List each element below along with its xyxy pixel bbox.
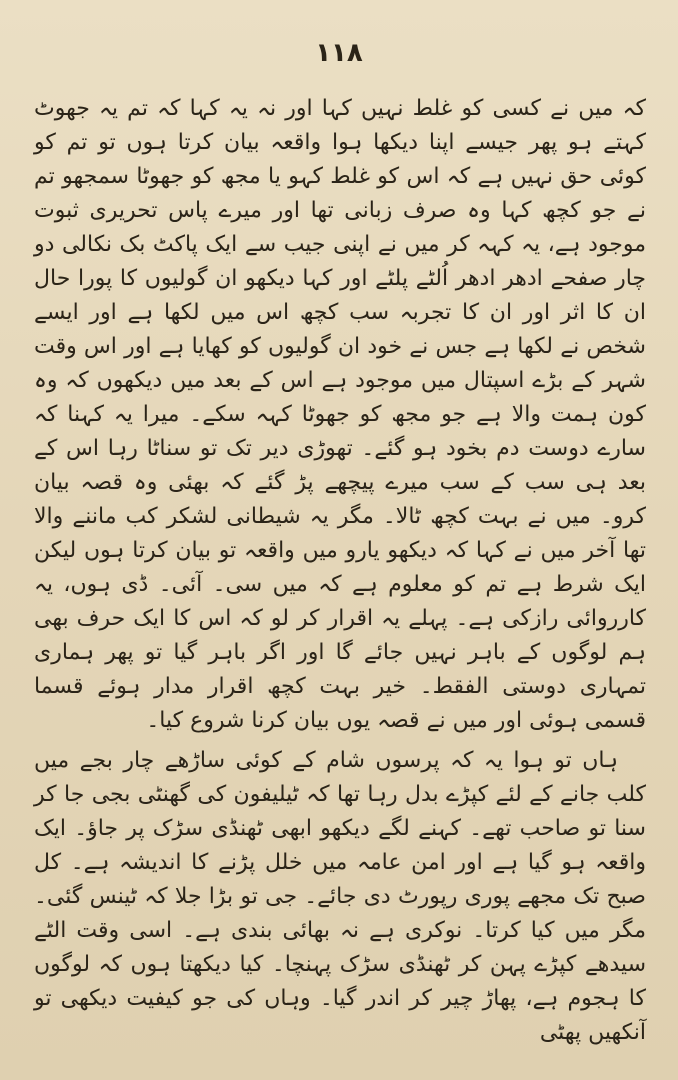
paragraph-2: ہاں تو ہوا یہ کہ پرسوں شام کے کوئی ساڑھے چار بجے میں کلب جانے کے لئے کپڑے بدل رہا تھا کہ ٹیلیفون کی گھنٹی بجی جا کر سنا تو صاحب تھے۔ کہنے لگے دیکھو ابھی ٹھنڈی سڑک پر جاؤ۔ ایک واقعہ ہو گیا ہے اور امن عامہ میں خلل پڑنے کا اندیشہ ہے۔ کل صبح تک مجھے پوری رپورٹ دی جائے۔ جی تو بڑا جلا کہ ٹینس گئی۔ مگر میں کیا کرتا۔ نوکری ہے نہ بھائی بندی ہے۔ اسی وقت الٹے سیدھے کپڑے پہن کر ٹھنڈی سڑک پہنچا۔ کیا دیکھتا ہوں کہ لوگوں کا ہجوم ہے، پھاڑ چیر کر اندر گیا۔ وہاں کی جو کیفیت دیکھی تو آنکھیں پھٹی (34, 748, 646, 1045)
paragraph-1: کہ میں نے کسی کو غلط نہیں کہا اور نہ یہ کہا کہ تم یہ جھوٹ کہتے ہو پھر جیسے اپنا دیکھا ہوا واقعہ بیان کرتا ہوں تو تم کو کوئی حق نہیں ہے کہ اس کو غلط کہو یا مجھ کو جھوٹا سمجھو تم نے جو کچھ کہا وہ صرف زبانی تھا اور میرے پاس تحریری ثبوت موجود ہے، یہ کہہ کر میں نے اپنی جیب سے ایک پاکٹ بک نکالی دو چار صفحے ادھر ادھر اُلٹے پلٹے اور کہا دیکھو ان گولیوں کا پورا حال ان کا اثر اور ان کا تجربہ سب کچھ اس میں لکھا ہے اور ایسے شخص نے لکھا ہے جس نے خود ان گولیوں کو کھایا ہے اور اس وقت شہر کے بڑے اسپتال میں موجود ہے اس کے بعد میں دیکھوں کہ وہ کون ہمت والا ہے جو مجھ کو جھوٹا کہہ سکے۔ میرا یہ کہنا کہ سارے دوست دم بخود ہو گئے۔ تھوڑی دیر تک تو سناٹا رہا اس کے بعد ہی سب کے سب میرے پیچھے پڑ گئے کہ بھئی وہ قصہ بیان کرو۔ میں نے بہت کچھ ٹالا۔ مگر یہ شیطانی لشکر کب ماننے والا تھا آخر میں نے کہا کہ دیکھو یارو میں واقعہ تو بیان کرتا ہوں لیکن ایک شرط ہے تم کو معلوم ہے کہ میں سی۔ آئی۔ ڈی ہوں، یہ کارروائی رازکی ہے۔ پہلے یہ اقرار کر لو کہ اس کا ایک حرف بھی ہم لوگوں کے باہر نہیں جائے گا اور اگر باہر گیا تو پھر ہماری تمہاری دوستی الفقط۔ خیر بہت کچھ اقرار مدار ہوئے قسما قسمی ہوئی اور میں نے قصہ یوں بیان کرنا شروع کیا۔ (34, 96, 647, 733)
page-body (34, 92, 646, 1052)
page-number: ۱۱۸ (315, 38, 363, 68)
